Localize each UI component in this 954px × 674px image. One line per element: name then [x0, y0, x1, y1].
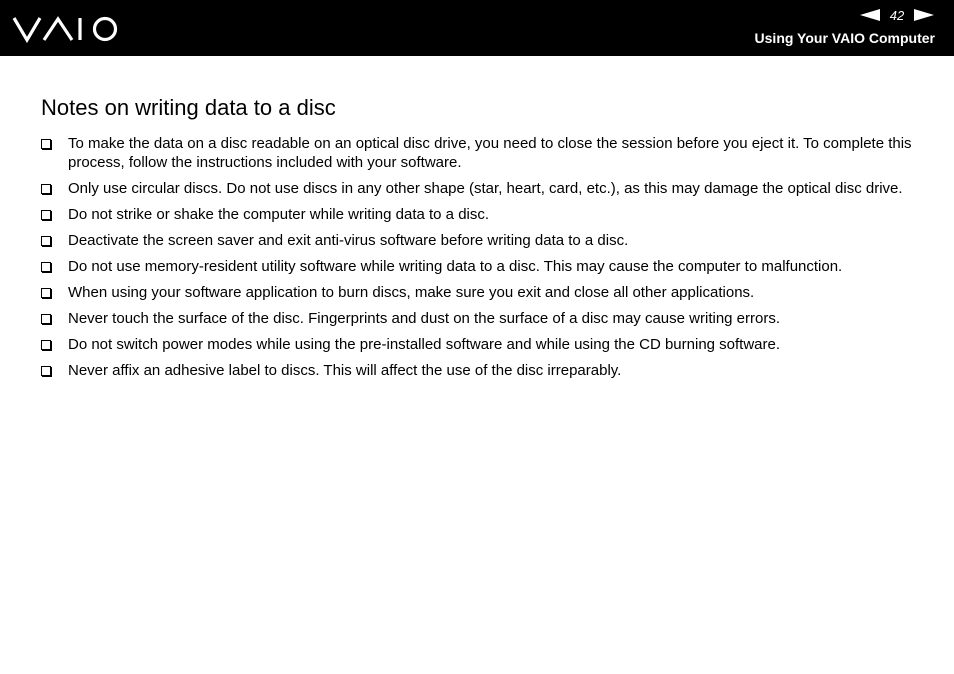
list-item [41, 134, 921, 172]
left-arrow-icon[interactable] [860, 9, 880, 21]
bullet-box-icon [41, 288, 51, 298]
page-header [0, 0, 954, 56]
note-text: Do not use memory-resident utility software while writing data to a disc. This may cause the computer to malfunction. [68, 258, 843, 275]
bullet-box-icon [41, 184, 51, 194]
main-content [41, 94, 921, 387]
notes-list [41, 134, 921, 380]
note-text: Do not strike or shake the computer while writing data to a disc. [68, 206, 490, 223]
bullet-box-icon [41, 314, 51, 324]
bullet-box-icon [41, 262, 51, 272]
list-item [41, 309, 921, 328]
section-title: Using Your VAIO Computer [754, 30, 935, 46]
vaio-logo [12, 14, 120, 44]
bullet-box-icon [41, 210, 51, 220]
list-item [41, 205, 921, 224]
note-text: Deactivate the screen saver and exit anti-virus software before writing data to a disc. [68, 232, 629, 249]
note-text: Never affix an adhesive label to discs. This will affect the use of the disc irreparably. [68, 362, 622, 379]
right-arrow-icon[interactable] [914, 9, 934, 21]
list-item [41, 283, 921, 302]
note-text: When using your software application to burn discs, make sure you exit and close all other applications. [68, 284, 755, 301]
list-item [41, 179, 921, 198]
list-item [41, 361, 921, 380]
list-item [41, 257, 921, 276]
bullet-box-icon [41, 340, 51, 350]
page-navigation [860, 7, 934, 23]
note-text: Do not switch power modes while using the pre-installed software and while using the CD burning software. [68, 336, 781, 353]
page-title: Notes on writing data to a disc [41, 95, 336, 120]
page-number: 42 [889, 7, 905, 23]
bullet-box-icon [41, 366, 51, 376]
list-item [41, 231, 921, 250]
note-text: Only use circular discs. Do not use discs in any other shape (star, heart, card, etc.), as this may damage the optical disc drive. [68, 180, 903, 197]
note-text: To make the data on a disc readable on an optical disc drive, you need to close the session before you eject it. To complete this process, follow the instructions included with your software. [68, 135, 912, 171]
bullet-box-icon [41, 139, 51, 149]
bullet-box-icon [41, 236, 51, 246]
note-text: Never touch the surface of the disc. Fingerprints and dust on the surface of a disc may cause writing errors. [68, 310, 781, 327]
list-item [41, 335, 921, 354]
